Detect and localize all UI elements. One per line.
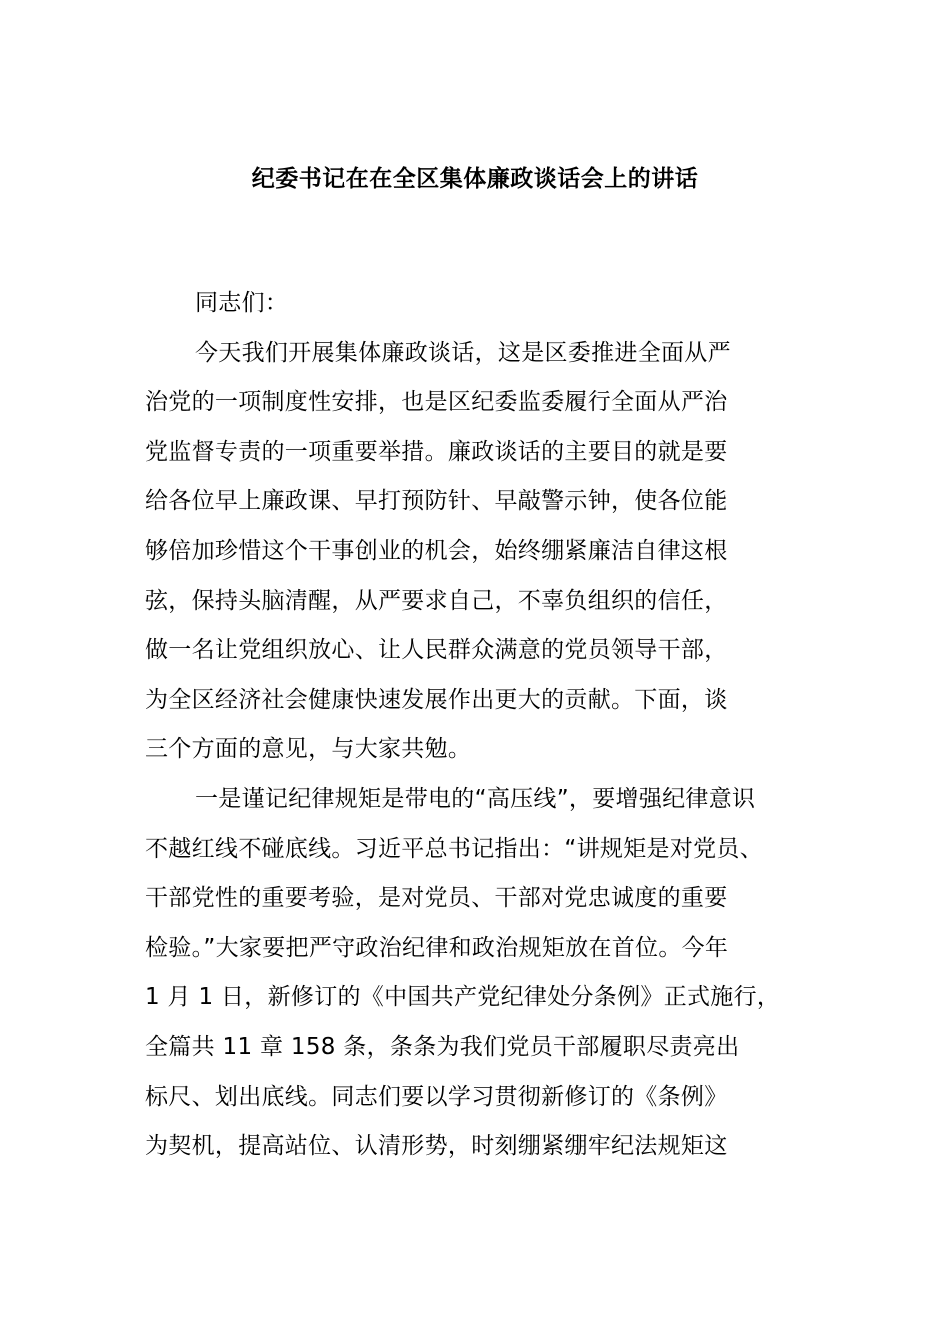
body-line: 标尺、划出底线。同志们要以学习贯彻新修订的《条例》 [145,1083,728,1110]
body-line: 一是谨记纪律规矩是带电的“高压线”，要增强纪律意识 [195,785,756,812]
body-line: 检验。”大家要把严守政治纪律和政治规矩放在首位。今年 [145,934,729,961]
body-line: 党监督专责的一项重要举措。廉政谈话的主要目的就是要 [145,438,728,465]
body-line: 为契机，提高站位、认清形势，时刻绷紧绷牢纪法规矩这 [145,1133,728,1160]
body-line: 为全区经济社会健康快速发展作出更大的贡献。下面，谈 [145,686,728,713]
body-line: 今天我们开展集体廉政谈话，这是区委推进全面从严 [195,339,731,366]
body-line: 干部党性的重要考验，是对党员、干部对党忠诚度的重要 [145,885,728,912]
body-line: 治党的一项制度性安排，也是区纪委监委履行全面从严治 [145,389,728,416]
body-line: 弦，保持头脑清醒，从严要求自己，不辜负组织的信任， [145,587,728,614]
body-line: 全篇共 11 章 158 条，条条为我们党员干部履职尽责亮出 [145,1033,740,1060]
body-line: 够倍加珍惜这个干事创业的机会，始终绷紧廉洁自律这根 [145,537,728,564]
document-title: 纪委书记在在全区集体廉政谈话会上的讲话 [251,166,699,192]
body-line: 做一名让党组织放心、让人民群众满意的党员领导干部， [145,637,728,664]
body-line: 同志们： [195,290,289,316]
body-line: 不越红线不碰底线。习近平总书记指出：“讲规矩是对党员、 [145,835,764,862]
body-line: 三个方面的意见，与大家共勉。 [145,736,472,763]
body-line: 1 月 1 日，新修订的《中国共产党纪律处分条例》正式施行， [145,984,781,1011]
document-body [145,283,835,1176]
body-line: 给各位早上廉政课、早打预防针、早敲警示钟，使各位能 [145,488,728,515]
